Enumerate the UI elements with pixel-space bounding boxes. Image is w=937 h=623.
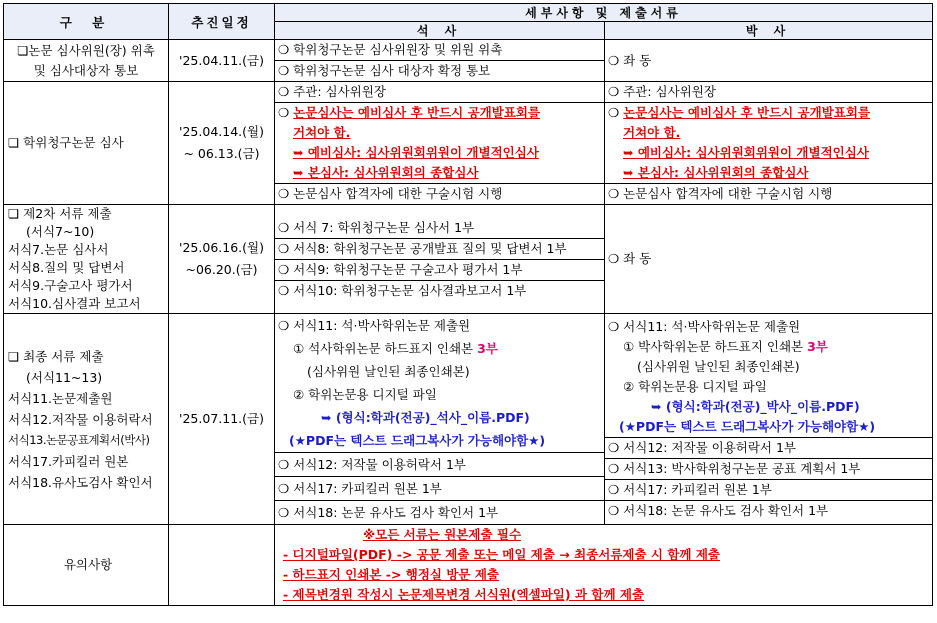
date-line: ~06.20.(금): [185, 262, 258, 277]
row-review: [4, 82, 933, 205]
date-line: '25.04.14.(월): [179, 124, 264, 139]
detail-line: ② 학위논문용 디지털 파일: [293, 387, 437, 402]
detail-line: ❍ 학위청구논문 심사 대상자 확정 통보: [275, 60, 604, 81]
detail-line: (심사위원 날인된 최종인쇄본): [637, 359, 800, 374]
doctoral-cell: [605, 205, 933, 314]
header-detail: 세부사항 및 제출서류: [275, 4, 933, 22]
detail-line: ❍ 서식 7: 학위청구논문 심사서 1부: [278, 219, 475, 235]
detail-line: ➥ 본심사: 심사위원회의 종합심사: [293, 165, 479, 180]
detail-line: ❍ 주관: 심사위원장: [278, 84, 386, 99]
date-cell: [169, 314, 275, 525]
detail-line: ① 박사학위논문 하드표지 인쇄본 3부: [623, 339, 828, 354]
schedule-table: [3, 3, 933, 606]
detail-line: ❍ 서식12: 저작물 이용허락서 1부: [275, 452, 604, 476]
date-line: '25.07.11.(금): [179, 411, 264, 426]
gubun-line: ❏ 최종 서류 제출: [8, 348, 104, 364]
doctoral-cell: [605, 314, 933, 525]
detail-line: ❍ 주관: 심사위원장: [608, 84, 716, 99]
gubun-line: 서식9.구술고사 평가서: [8, 278, 133, 293]
note-line: - 제목변경원 작성시 논문제목변경 서식원(엑셀파일) 과 함께 제출: [283, 587, 645, 602]
header-gubun: 구 분: [4, 4, 169, 40]
masters-cell: [275, 82, 605, 205]
detail-line: ❍ 학위청구논문 심사위원장 및 위원 위촉: [278, 42, 503, 57]
masters-cell: [275, 314, 605, 525]
header-doctoral: 박 사: [605, 22, 933, 40]
gubun-cell: [4, 205, 169, 314]
note-line: - 디지털파일(PDF) -> 공문 제출 또는 메일 제출 → 최종서류제출 시 함께 제출: [283, 547, 720, 562]
gubun-line: 서식12.저작물 이용허락서: [8, 411, 153, 427]
masters-cell: [275, 205, 605, 314]
gubun-line: 및 심사대상자 통보: [33, 62, 139, 78]
detail-line: 거쳐야 함.: [623, 125, 681, 140]
gubun-cell: [4, 314, 169, 525]
detail-line: ❍ 서식17: 카피킬러 원본 1부: [275, 476, 604, 500]
detail-line: ❍ 좌 동: [608, 52, 652, 68]
count-badge: 3부: [807, 339, 828, 354]
gubun-line: 서식18.유사도검사 확인서: [8, 474, 153, 490]
row-final-submission: [4, 314, 933, 525]
detail-line: ❍ 좌 동: [608, 251, 652, 266]
circle-icon: ❍: [608, 105, 624, 120]
row-notes: [4, 525, 933, 606]
gubun-line: (서식11~13): [26, 369, 103, 385]
gubun-line: (서식7~10): [26, 224, 95, 239]
gubun-line: 서식7.논문 심사서: [8, 242, 109, 257]
header-masters: 석 사: [275, 22, 605, 40]
gubun-line: 서식13.논문공표계획서(박사): [8, 432, 150, 447]
date-line: '25.04.11.(금): [179, 52, 264, 68]
detail-line: ➥ 예비심사: 심사위원회위원이 개별적인심사: [623, 145, 869, 160]
date-cell: [169, 82, 275, 205]
detail-line: ❍ 논문심사 합격자에 대한 구술시험 시행: [275, 183, 604, 204]
note-line: - 하드표지 인쇄본 -> 행정실 방문 제출: [283, 567, 500, 582]
detail-line: ② 학위논문용 디지털 파일: [623, 379, 767, 394]
masters-cell: [275, 40, 605, 82]
detail-line: ➥ 예비심사: 심사위원회위원이 개별적인심사: [293, 145, 539, 160]
detail-line: ➥ 본심사: 심사위원회의 종합심사: [623, 165, 809, 180]
gubun-line: 서식8.질의 및 답변서: [8, 260, 125, 275]
date-line: '25.06.16.(월): [179, 240, 264, 255]
gubun-line: ❏ 학위청구논문 심사: [8, 135, 124, 150]
detail-line: (심사위원 날인된 최종인쇄본): [307, 364, 470, 379]
detail-line: (★PDF는 텍스트 드래그복사가 가능해야함★): [289, 433, 546, 448]
notes-empty: [169, 525, 275, 606]
note-line: ※모든 서류는 원본제출 필수: [363, 527, 522, 542]
date-line: ~ 06.13.(금): [183, 146, 260, 161]
circle-icon: ❍: [278, 105, 294, 120]
notes-cell: [275, 525, 933, 606]
row-committee: [4, 40, 933, 82]
detail-line: ❍ 서식13: 박사학위청구논문 공표 계획서 1부: [605, 458, 932, 479]
detail-line: ❍ 서식11: 석·박사학위논문 제출원: [608, 319, 801, 334]
detail-line: ❍ 서식10: 학위청구논문 심사결과보고서 1부: [275, 280, 604, 301]
detail-line: ❍ 서식8: 학위청구논문 공개발표 질의 및 답변서 1부: [275, 238, 604, 259]
date-cell: [169, 40, 275, 82]
detail-line: [275, 102, 604, 123]
detail-line: ➥ (형식:학과(전공)_석사_이름.PDF): [321, 410, 530, 425]
gubun-line: ❏논문 심사위원(장) 위촉: [17, 42, 155, 58]
doctoral-cell: [605, 40, 933, 82]
detail-line: ❍ 서식11: 석·박사학위논문 제출원: [278, 318, 471, 333]
detail-line: ❍ 논문심사 합격자에 대한 구술시험 시행: [605, 183, 932, 204]
detail-line: ❍ 서식12: 저작물 이용허락서 1부: [605, 437, 932, 458]
date-cell: [169, 205, 275, 314]
detail-line: ❍ 서식17: 카피킬러 원본 1부: [605, 479, 932, 500]
gubun-cell: [4, 82, 169, 205]
detail-line: ① 석사학위논문 하드표지 인쇄본 3부: [293, 341, 498, 356]
notes-label: 유의사항: [4, 525, 169, 606]
gubun-line: 서식11.논문제출원: [8, 390, 113, 406]
detail-line: ❍ 서식9: 학위청구논문 구술고사 평가서 1부: [275, 259, 604, 280]
header-schedule: 추진일정: [169, 4, 275, 40]
detail-line: ❍ 서식18: 논문 유사도 검사 확인서 1부: [275, 500, 604, 524]
detail-line: 거쳐야 함.: [293, 125, 351, 140]
detail-line: ❍ 서식18: 논문 유사도 검사 확인서 1부: [605, 500, 932, 521]
row-second-submission: [4, 205, 933, 314]
gubun-line: 서식17.카피킬러 원본: [8, 453, 129, 469]
gubun-line: ❏ 제2차 서류 제출: [8, 206, 112, 221]
detail-line: ➥ (형식:학과(전공)_박사_이름.PDF): [651, 399, 860, 414]
warning-text: 논문심사는 예비심사 후 반드시 공개발표회를: [293, 105, 541, 120]
count-badge: 3부: [477, 341, 498, 356]
gubun-cell: [4, 40, 169, 82]
doctoral-cell: [605, 82, 933, 205]
gubun-line: 서식10.심사결과 보고서: [8, 296, 141, 311]
detail-line: ❍ 논문심사는 예비심사 후 반드시 공개발표회를: [605, 102, 932, 123]
detail-line: (★PDF는 텍스트 드래그복사가 가능해야함★): [619, 419, 876, 434]
